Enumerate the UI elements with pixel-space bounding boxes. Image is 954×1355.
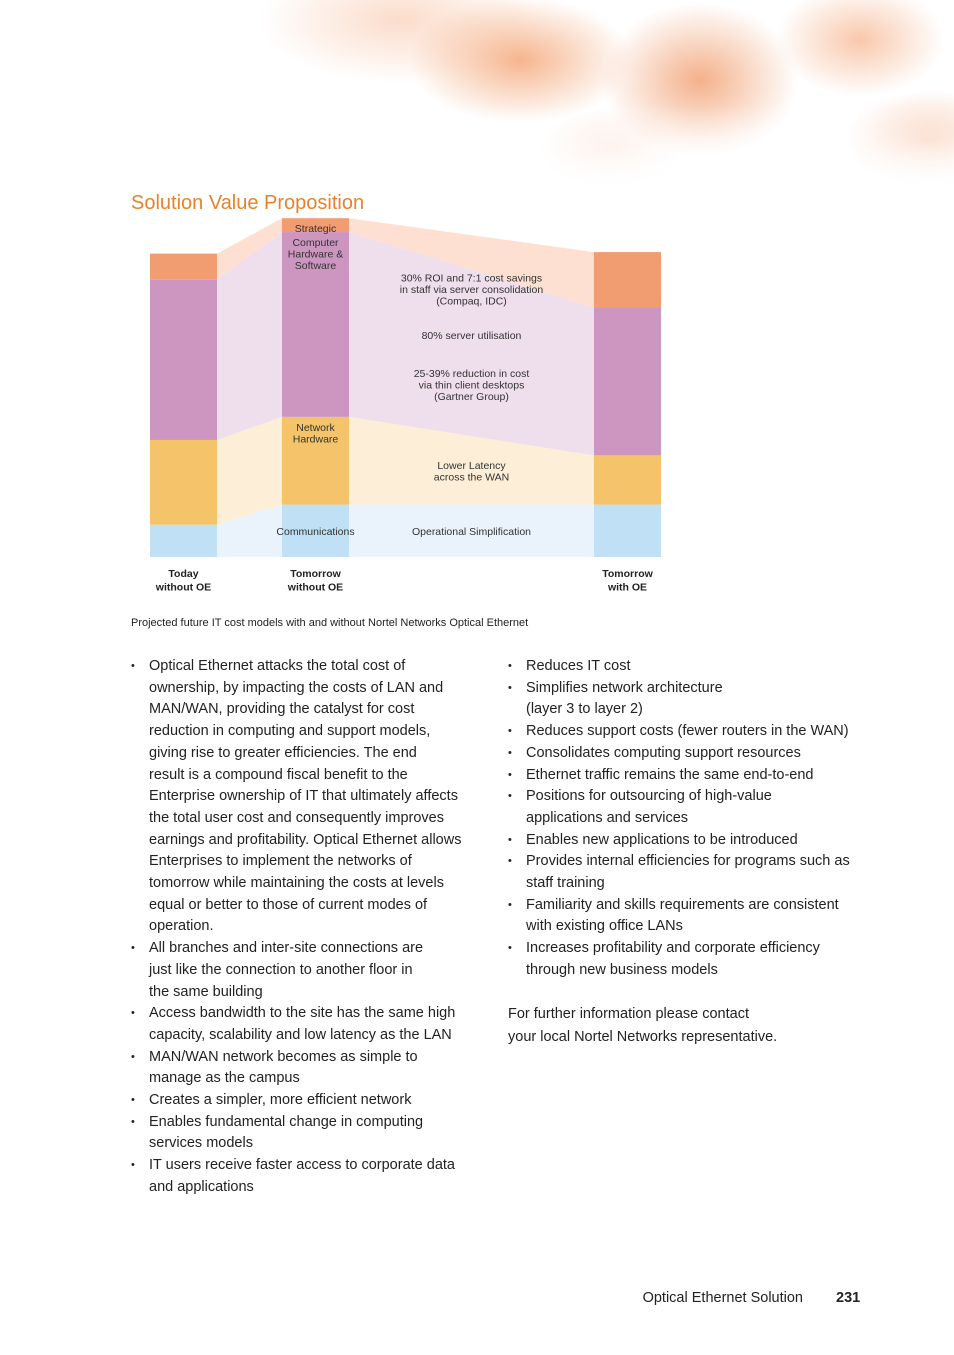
bullet-line: applications and services <box>526 809 689 826</box>
right-bullet-item <box>508 721 868 743</box>
bullet-line: giving rise to greater efficiencies. The end <box>149 744 417 761</box>
bullet-line: MAN/WAN, providing the catalyst for cost <box>149 701 415 718</box>
bullet-line: earnings and profitability. Optical Ethernet allows <box>149 831 462 848</box>
category-label: Tomorrow <box>290 568 341 580</box>
category-label: with OE <box>607 581 648 594</box>
chart-annotation: (Gartner Group) <box>434 390 509 403</box>
bar-segment <box>594 252 661 307</box>
bar-segment <box>150 280 217 440</box>
bullet-line: Consolidates computing support resources <box>526 744 801 761</box>
chart-annotation: 25-39% reduction in cost <box>413 368 530 381</box>
category-label: without OE <box>287 581 344 594</box>
bullet-line: manage as the campus <box>149 1070 300 1087</box>
bullet-line: Familiarity and skills requirements are consistent <box>526 896 839 913</box>
series-label: Hardware <box>292 433 339 446</box>
page-number: 231 <box>836 1290 861 1306</box>
chart-annotation: in staff via server consolidation <box>399 284 544 297</box>
bar-segment <box>150 254 217 280</box>
bullet-line: Simplifies network architecture <box>526 679 723 696</box>
bullet-line: All branches and inter-site connections are <box>149 940 424 957</box>
bullet-line: with existing office LANs <box>526 918 683 935</box>
right-bullet-item <box>508 765 868 787</box>
left-bullet-item <box>131 656 481 938</box>
series-label: Strategic <box>294 223 337 236</box>
bullet-line: Provides internal efficiencies for programs such as <box>526 853 850 870</box>
bullet-line: MAN/WAN network becomes as simple to <box>149 1048 418 1065</box>
bar-segment <box>594 455 661 504</box>
category-label: Today <box>168 568 199 580</box>
bar-segment <box>150 525 217 557</box>
footer-section-label: Optical Ethernet Solution <box>642 1290 803 1306</box>
section-title: Solution Value Proposition <box>131 192 365 214</box>
right-bullet-item <box>508 656 868 678</box>
bullet-line: (layer 3 to layer 2) <box>526 701 643 718</box>
bullet-line: the same building <box>149 983 263 1000</box>
bullet-line: operation. <box>149 918 214 935</box>
right-bullet-item <box>508 786 868 829</box>
contact-note <box>508 1003 848 1049</box>
left-bullet-item <box>131 1112 481 1155</box>
chart-annotation: Lower Latency <box>437 460 506 473</box>
left-bullet-item <box>131 938 481 1003</box>
right-bullet-list <box>508 656 868 982</box>
chart-annotation: (Compaq, IDC) <box>436 295 507 308</box>
header-image-fade <box>0 0 954 190</box>
bullet-line: Enables fundamental change in computing <box>149 1113 424 1130</box>
bullet-line: and applications <box>149 1178 254 1195</box>
chart-annotation: 80% server utilisation <box>421 330 522 343</box>
bullet-line: capacity, scalability and low latency as the LAN <box>149 1026 452 1043</box>
contact-line: your local Nortel Networks representative. <box>508 1029 778 1045</box>
right-bullet-item <box>508 851 868 894</box>
contact-line: For further information please contact <box>508 1006 749 1022</box>
right-bullet-item <box>508 678 868 721</box>
bullet-line: Enterprises to implement the networks of <box>149 853 412 870</box>
right-bullet-item <box>508 895 868 938</box>
bullet-line: services models <box>149 1135 253 1152</box>
chart-annotation: via thin client desktops <box>418 379 525 392</box>
series-label: Hardware & <box>287 248 344 261</box>
left-bullet-list <box>131 656 481 1199</box>
bar-segment <box>594 308 661 456</box>
left-bullet-item <box>131 1047 481 1090</box>
category-label: Tomorrow <box>602 568 653 580</box>
chart-caption: Projected future IT cost models with and without Nortel Networks Optical Ethernet <box>131 617 529 629</box>
left-bullet-item <box>131 1155 481 1198</box>
right-bullet-item <box>508 743 868 765</box>
chart-annotation: across the WAN <box>433 471 510 484</box>
bullet-line: through new business models <box>526 961 718 978</box>
bullet-line: result is a compound fiscal benefit to the <box>149 766 408 783</box>
bullet-line: tomorrow while maintaining the costs at levels <box>149 875 444 892</box>
bullet-line: equal or better to those of current modes of <box>149 896 428 913</box>
category-label: without OE <box>155 581 212 594</box>
series-label: Network <box>296 421 335 434</box>
bullet-line: the total user cost and consequently improves <box>149 809 444 826</box>
bullet-line: Reduces support costs (fewer routers in the WAN) <box>526 723 849 740</box>
series-label: Software <box>294 260 337 273</box>
series-label: Communications <box>276 525 355 538</box>
bullet-line: IT users receive faster access to corporate data <box>149 1157 455 1174</box>
chart-annotation: 30% ROI and 7:1 cost savings <box>400 272 543 285</box>
bullet-line: Optical Ethernet attacks the total cost of <box>149 658 406 674</box>
bullet-line: Positions for outsourcing of high-value <box>526 788 772 805</box>
cost-model-chart <box>131 223 691 605</box>
left-bullet-item <box>131 1003 481 1046</box>
bullet-line: Reduces IT cost <box>526 658 631 674</box>
series-label: Computer <box>292 237 339 250</box>
bar-segment <box>594 505 661 557</box>
bullet-line: reduction in computing and support models, <box>149 723 431 740</box>
bar-segment <box>150 440 217 525</box>
bullet-line: Creates a simpler, more efficient network <box>149 1092 412 1109</box>
bullet-line: Enterprise ownership of IT that ultimately affects <box>149 788 458 805</box>
chart-annotation: Operational Simplification <box>411 525 532 538</box>
right-bullet-item <box>508 830 868 852</box>
right-bullet-item <box>508 938 868 981</box>
bullet-line: Enables new applications to be introduced <box>526 831 798 848</box>
bullet-line: Access bandwidth to the site has the same high <box>149 1005 456 1022</box>
left-bullet-item <box>131 1090 481 1112</box>
bullet-line: ownership, by impacting the costs of LAN and <box>149 679 444 696</box>
bullet-line: Increases profitability and corporate efficiency <box>526 940 820 957</box>
bullet-line: Ethernet traffic remains the same end-to-end <box>526 766 814 783</box>
bullet-line: just like the connection to another floor in <box>149 961 413 978</box>
bullet-line: staff training <box>526 875 605 892</box>
